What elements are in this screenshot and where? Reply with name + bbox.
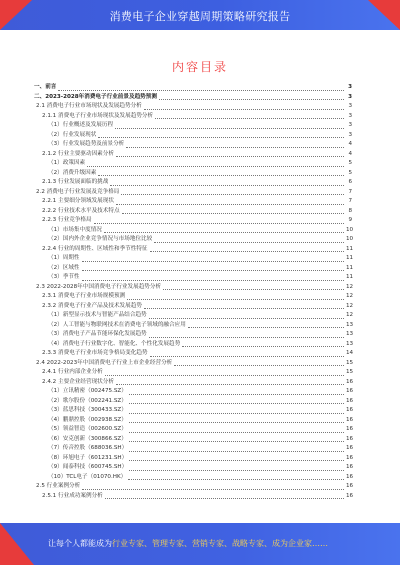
toc-entry[interactable] xyxy=(34,235,352,245)
toc-dot-leader xyxy=(82,269,344,271)
toc-entry-label: （3）蓝思科技（300433.SZ） xyxy=(48,407,127,413)
toc-entry-page: 16 xyxy=(346,378,354,385)
toc-entry[interactable] xyxy=(34,93,352,103)
toc-entry[interactable] xyxy=(34,112,352,122)
toc-dot-leader xyxy=(58,89,344,91)
toc-entry-page: 15 xyxy=(346,359,354,366)
toc-dot-leader xyxy=(110,184,344,186)
toc-entry-page: 16 xyxy=(346,473,354,480)
toc-entry-page: 16 xyxy=(346,445,354,451)
toc-entry-page: 8 xyxy=(348,207,352,214)
footer-red-corner xyxy=(0,523,34,565)
toc-entry[interactable] xyxy=(34,292,352,302)
toc-entry-label: 2.1.3 行业发展面临的挑战 xyxy=(42,179,109,185)
toc-entry-label: （1）周期性 xyxy=(48,255,80,261)
toc-entry[interactable] xyxy=(34,368,352,378)
toc-entry-label: 2.5 行业案例分析 xyxy=(36,483,81,489)
toc-dot-leader xyxy=(82,488,344,490)
toc-entry-page: 6 xyxy=(348,179,352,185)
toc-entry-page: 16 xyxy=(346,483,354,489)
toc-entry-page: 12 xyxy=(346,293,354,299)
toc-entry-page: 3 xyxy=(348,131,352,138)
toc-dot-leader xyxy=(174,364,344,366)
toc-dot-leader xyxy=(129,421,344,423)
toc-entry-label: 2.2 消费电子行业发展及竞争格局 xyxy=(36,188,120,195)
toc-entry[interactable] xyxy=(34,349,352,359)
toc-entry-page: 9 xyxy=(348,217,352,223)
toc-entry-page: 16 xyxy=(346,426,354,432)
toc-dot-leader xyxy=(121,193,344,195)
toc-dot-leader xyxy=(127,298,344,300)
toc-entry-page: 16 xyxy=(346,397,354,404)
toc-entry[interactable] xyxy=(34,140,352,150)
toc-entry[interactable] xyxy=(34,473,352,483)
toc-dot-leader xyxy=(149,317,344,319)
toc-entry-page: 3 xyxy=(348,84,352,90)
toc-entry-page: 3 xyxy=(348,112,352,119)
toc-dot-leader xyxy=(82,260,344,262)
toc-dot-leader xyxy=(126,146,344,148)
toc-entry-label: （1）市场集中度情况 xyxy=(48,226,102,233)
toc-entry-label: 2.3.1 消费电子行业市场规模预测 xyxy=(42,293,126,299)
report-footer-banner xyxy=(0,523,400,565)
toc-entry-label: （4）鹏鼎控股（002938.SZ） xyxy=(48,416,127,423)
toc-entry[interactable] xyxy=(34,245,352,255)
toc-entry[interactable] xyxy=(34,454,352,464)
toc-entry-label: 2.2.2 行业技术水平及技术特点 xyxy=(42,207,120,214)
toc-entry-page: 16 xyxy=(346,416,354,423)
toc-entry-page: 5 xyxy=(348,169,352,176)
toc-entry-label: （1）新型显示技术与智能产品结合趋势 xyxy=(48,312,147,318)
toc-dot-leader xyxy=(182,345,344,347)
toc-entry[interactable] xyxy=(34,397,352,407)
toc-entry[interactable] xyxy=(34,178,352,188)
toc-entry[interactable] xyxy=(34,254,352,264)
toc-entry[interactable] xyxy=(34,216,352,226)
toc-entry[interactable] xyxy=(34,197,352,207)
toc-entry[interactable] xyxy=(34,283,352,293)
toc-dot-leader xyxy=(116,383,344,385)
toc-entry-label: 二、2023-2028年消费电子行业前景及趋势预测 xyxy=(34,93,157,100)
toc-entry-label: （3）季节性 xyxy=(48,274,80,280)
toc-entry-page: 11 xyxy=(346,264,354,271)
toc-dot-leader xyxy=(129,469,344,471)
toc-entry-page: 16 xyxy=(346,492,354,499)
toc-dot-leader xyxy=(129,412,344,414)
toc-entry-page: 16 xyxy=(346,435,354,442)
toc-dot-leader xyxy=(115,127,344,129)
toc-dot-leader xyxy=(129,450,344,452)
toc-dot-leader xyxy=(129,459,344,461)
toc-entry-page: 16 xyxy=(346,407,354,413)
toc-entry-page: 3 xyxy=(348,93,352,100)
toc-entry[interactable] xyxy=(34,406,352,416)
toc-entry-page: 13 xyxy=(346,321,354,328)
toc-entry[interactable] xyxy=(34,159,352,169)
toc-entry[interactable] xyxy=(34,444,352,454)
toc-entry-page: 13 xyxy=(346,340,354,347)
toc-entry-page: 11 xyxy=(346,255,354,261)
toc-dot-leader xyxy=(82,279,344,281)
toc-entry-page: 15 xyxy=(346,369,354,375)
toc-entry-label: （2）区域性 xyxy=(48,264,80,271)
toc-entry[interactable] xyxy=(34,378,352,388)
toc-entry-label: （2）歌尔股份（002241.SZ） xyxy=(48,397,127,404)
footer-slogan-accent: 行业专家、管理专家、营销专家、战略专家、成为企业家…… xyxy=(112,539,328,548)
toc-entry[interactable] xyxy=(34,264,352,274)
toc-entry-label: （2）消费升级因素 xyxy=(48,169,97,176)
toc-dot-leader xyxy=(129,402,344,404)
toc-entry-label: 2.1.1 消费电子行业市场现状及发展趋势分析 xyxy=(42,112,154,119)
toc-entry-label: 2.2.3 行业竞争格局 xyxy=(42,217,92,223)
toc-heading: 内容目录 xyxy=(171,60,228,74)
table-of-contents xyxy=(34,83,352,501)
footer-slogan xyxy=(48,538,328,549)
toc-dot-leader xyxy=(105,374,344,376)
toc-entry-label: （5）领益智造（002600.SZ） xyxy=(48,426,127,432)
toc-entry-page: 11 xyxy=(346,274,354,280)
toc-entry[interactable] xyxy=(34,492,352,502)
toc-entry-label: 2.5.1 行业成功案例分析 xyxy=(42,492,103,499)
toc-dot-leader xyxy=(116,155,344,157)
toc-entry[interactable] xyxy=(34,359,352,369)
toc-entry-label: 2.4.1 行业内部企业分析 xyxy=(42,369,103,375)
toc-entry[interactable] xyxy=(34,188,352,198)
toc-entry[interactable] xyxy=(34,321,352,331)
toc-entry[interactable] xyxy=(34,387,352,397)
toc-dot-leader xyxy=(144,108,344,110)
toc-entry-label: （2）国内外企业竞争情况与市场地位比较 xyxy=(48,236,153,242)
toc-dot-leader xyxy=(98,174,344,176)
toc-entry[interactable] xyxy=(34,169,352,179)
toc-dot-leader xyxy=(87,165,344,167)
toc-entry-label: 2.2.4 行业的周期性、区域性和季节性特征 xyxy=(42,245,148,252)
toc-entry-page: 11 xyxy=(346,245,354,252)
toc-entry-label: 2.4 2022-2023年中国消费电子行业上市企业经营分析 xyxy=(36,359,173,366)
toc-entry[interactable] xyxy=(34,150,352,160)
toc-entry-page: 14 xyxy=(346,350,354,356)
toc-entry[interactable] xyxy=(34,463,352,473)
toc-entry-label: （1）行业概述及发展历程 xyxy=(48,122,114,128)
toc-entry[interactable] xyxy=(34,121,352,131)
toc-dot-leader xyxy=(104,231,344,233)
toc-dot-leader xyxy=(150,355,344,357)
toc-entry-label: 2.3 2022-2028年中国消费电子行业发展趋势分析 xyxy=(36,283,162,290)
toc-entry-label: （6）安克创新（300866.SZ） xyxy=(48,435,127,442)
toc-entry-label: 2.4.2 主要企业经营现状分析 xyxy=(42,378,114,385)
toc-entry-page: 13 xyxy=(346,331,354,337)
toc-entry[interactable] xyxy=(34,416,352,426)
toc-dot-leader xyxy=(163,288,344,290)
toc-entry-page: 7 xyxy=(348,198,352,204)
toc-entry-label: （3）行业发展趋势及前景分析 xyxy=(48,141,125,147)
toc-entry-page: 3 xyxy=(348,122,352,128)
toc-dot-leader xyxy=(116,203,344,205)
toc-entry-label: 2.1 消费电子行业市场现状及发展趋势分析 xyxy=(36,103,142,109)
report-header-banner xyxy=(0,0,400,30)
toc-entry[interactable] xyxy=(34,482,352,492)
toc-entry-page: 12 xyxy=(346,302,354,309)
toc-entry-page: 16 xyxy=(346,388,354,394)
toc-dot-leader xyxy=(105,497,344,499)
toc-entry-label: （7）传音控股（688036.SH） xyxy=(48,445,128,451)
toc-entry[interactable] xyxy=(34,330,352,340)
toc-entry-label: 2.3.3 消费电子行业市场竞争格局变化趋势 xyxy=(42,350,148,356)
toc-entry-page: 10 xyxy=(346,226,354,233)
toc-dot-leader xyxy=(149,336,344,338)
toc-entry-page: 4 xyxy=(348,150,352,157)
toc-dot-leader xyxy=(129,440,344,442)
toc-dot-leader xyxy=(129,393,344,395)
toc-entry-page: 5 xyxy=(348,160,352,166)
toc-entry-label: （9）闻泰科技（600745.SH） xyxy=(48,464,128,470)
toc-entry[interactable] xyxy=(34,435,352,445)
toc-entry[interactable] xyxy=(34,226,352,236)
toc-entry-label: 2.1.2 行业主要驱动因素分析 xyxy=(42,150,114,157)
toc-entry[interactable] xyxy=(34,302,352,312)
footer-slogan-prefix: 让每个人都能成为 xyxy=(48,539,112,548)
toc-dot-leader xyxy=(188,326,344,328)
toc-entry-page: 3 xyxy=(348,103,352,109)
toc-dot-leader xyxy=(144,307,344,309)
toc-entry[interactable] xyxy=(34,425,352,435)
toc-entry-label: 一、前言 xyxy=(34,84,57,90)
toc-entry-label: （8）环旭电子（601231.SH） xyxy=(48,454,128,461)
toc-entry[interactable] xyxy=(34,273,352,283)
report-title: 消费电子企业穿越周期策略研究报告 xyxy=(109,10,291,23)
toc-entry[interactable] xyxy=(34,340,352,350)
toc-dot-leader xyxy=(154,241,344,243)
toc-entry-page: 16 xyxy=(346,464,354,470)
toc-entry-page: 7 xyxy=(348,188,352,195)
toc-entry-label: （2）人工智能与物联网技术在消费电子领域的融合应用 xyxy=(48,321,186,328)
toc-entry-page: 16 xyxy=(346,454,354,461)
toc-entry-label: （1）政策因素 xyxy=(48,160,86,166)
toc-entry[interactable] xyxy=(34,83,352,93)
toc-entry-label: 2.2.1 主要细分领域发展现状 xyxy=(42,198,114,204)
toc-entry-label: （3）消费电子产品节能环保化发展趋势 xyxy=(48,331,147,337)
toc-dot-leader xyxy=(155,117,344,119)
toc-entry-page: 12 xyxy=(346,312,354,318)
toc-dot-leader xyxy=(150,250,344,252)
toc-entry[interactable] xyxy=(34,207,352,217)
toc-entry-label: 2.3.2 消费电子行业产品及技术发展趋势 xyxy=(42,302,142,309)
toc-entry-label: （10）TCL电子（01070.HK） xyxy=(48,473,127,480)
toc-dot-leader xyxy=(159,98,344,100)
toc-entry-page: 10 xyxy=(346,236,354,242)
toc-dot-leader xyxy=(128,478,344,480)
toc-entry-label: （4）消费电子行业数字化、智能化、个性化发展趋势 xyxy=(48,340,181,347)
toc-entry-label: （1）立讯精密（002475.SZ） xyxy=(48,388,127,394)
toc-dot-leader xyxy=(94,222,344,224)
toc-entry-label: （2）行业发展现状 xyxy=(48,131,97,138)
toc-entry-page: 12 xyxy=(346,283,354,290)
toc-entry[interactable] xyxy=(34,311,352,321)
toc-dot-leader xyxy=(98,136,344,138)
toc-dot-leader xyxy=(122,212,344,214)
toc-entry-page: 4 xyxy=(348,141,352,147)
toc-entry[interactable] xyxy=(34,102,352,112)
toc-dot-leader xyxy=(129,431,344,433)
toc-entry[interactable] xyxy=(34,131,352,141)
